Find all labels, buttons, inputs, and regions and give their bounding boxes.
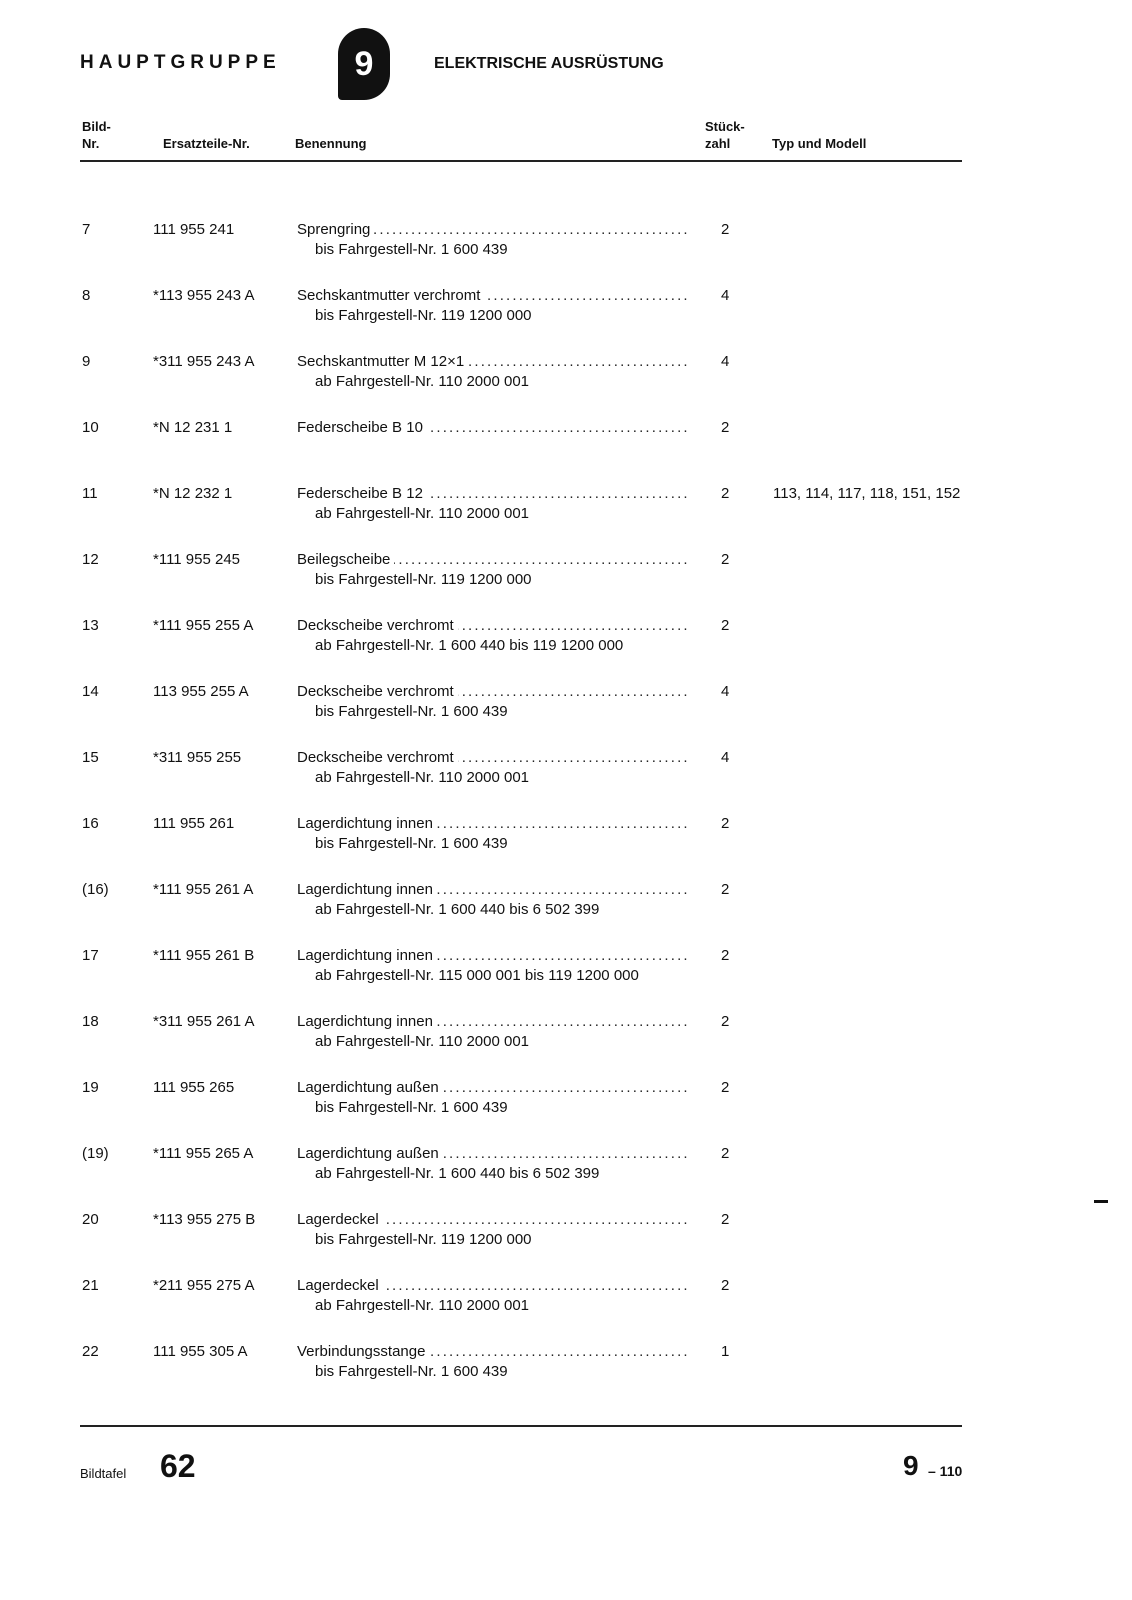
row-bild-nr: 15	[82, 749, 99, 766]
column-header-part-no: Ersatzteile-Nr.	[163, 136, 250, 151]
row-name	[297, 749, 695, 766]
row-condition: ab Fahrgestell-Nr. 1 600 440 bis 6 502 399	[315, 901, 600, 918]
row-name	[297, 617, 695, 634]
row-name-text: Lagerdeckel	[297, 1277, 383, 1294]
row-qty: 2	[721, 815, 730, 832]
row-bild-nr: 16	[82, 815, 99, 832]
row-condition: bis Fahrgestell-Nr. 119 1200 000	[315, 1231, 532, 1248]
row-part-no: *111 955 261 B	[153, 947, 255, 964]
section-title: ELEKTRISCHE AUSRÜSTUNG	[434, 55, 664, 72]
row-bild-nr: (19)	[82, 1145, 109, 1162]
row-name	[297, 1211, 695, 1228]
row-part-no: *113 955 275 B	[153, 1211, 256, 1228]
row-condition: ab Fahrgestell-Nr. 110 2000 001	[315, 373, 530, 390]
row-condition: ab Fahrgestell-Nr. 110 2000 001	[315, 769, 530, 786]
row-qty: 2	[721, 617, 730, 634]
row-part-no: *111 955 245	[153, 551, 241, 568]
row-qty: 2	[721, 485, 730, 502]
row-qty: 2	[721, 551, 730, 568]
row-qty: 2	[721, 881, 730, 898]
row-name-text: Lagerdichtung innen	[297, 947, 437, 964]
row-bild-nr: 12	[82, 551, 99, 568]
row-name	[297, 419, 695, 436]
row-bild-nr: 11	[82, 485, 98, 502]
row-name	[297, 551, 695, 568]
row-qty: 2	[721, 947, 730, 964]
column-header-name: Benennung	[295, 136, 367, 151]
row-condition: ab Fahrgestell-Nr. 110 2000 001	[315, 1033, 530, 1050]
row-name-text: Lagerdichtung innen	[297, 881, 437, 898]
row-bild-nr: 22	[82, 1343, 99, 1360]
row-part-no: *N 12 231 1	[153, 419, 233, 436]
row-bild-nr: 21	[82, 1277, 99, 1294]
row-bild-nr: 18	[82, 1013, 99, 1030]
row-name-text: Sechskantmutter M 12×1	[297, 353, 468, 370]
header-rule	[80, 160, 962, 162]
row-bild-nr: 13	[82, 617, 99, 634]
row-part-no: *311 955 261 A	[153, 1013, 255, 1030]
row-part-no: 113 955 255 A	[153, 683, 249, 700]
bildtafel-label: Bildtafel	[80, 1466, 127, 1481]
row-name	[297, 1145, 695, 1162]
row-qty: 4	[721, 749, 730, 766]
row-part-no: *211 955 275 A	[153, 1277, 255, 1294]
row-name	[297, 881, 695, 898]
row-part-no: *311 955 255	[153, 749, 242, 766]
row-name	[297, 1343, 695, 1360]
row-name	[297, 485, 695, 502]
footer-rule	[80, 1425, 962, 1427]
row-qty: 2	[721, 1211, 730, 1228]
row-part-no: 111 955 265	[153, 1079, 235, 1096]
row-part-no: *113 955 243 A	[153, 287, 255, 304]
row-condition: ab Fahrgestell-Nr. 110 2000 001	[315, 1297, 530, 1314]
row-condition: bis Fahrgestell-Nr. 1 600 439	[315, 1363, 508, 1380]
row-part-no: *111 955 265 A	[153, 1145, 254, 1162]
row-qty: 2	[721, 1013, 730, 1030]
row-name-text: Federscheibe B 10	[297, 419, 427, 436]
row-bild-nr: 10	[82, 419, 99, 436]
row-bild-nr: 17	[82, 947, 99, 964]
column-header-type: Typ und Modell	[772, 136, 867, 151]
row-name	[297, 683, 695, 700]
row-qty: 2	[721, 1145, 730, 1162]
row-part-no: *111 955 255 A	[153, 617, 254, 634]
row-name-text: Deckscheibe verchromt	[297, 749, 458, 766]
row-condition: ab Fahrgestell-Nr. 1 600 440 bis 119 1200 000	[315, 637, 624, 654]
row-name	[297, 353, 695, 370]
page-number-major: 9	[903, 1450, 919, 1481]
row-name	[297, 815, 695, 832]
row-name-text: Deckscheibe verchromt	[297, 683, 458, 700]
row-part-no: *311 955 243 A	[153, 353, 255, 370]
edge-mark	[1094, 1200, 1108, 1203]
row-name-text: Lagerdichtung innen	[297, 1013, 437, 1030]
row-name	[297, 1277, 695, 1294]
row-bild-nr: 14	[82, 683, 99, 700]
row-bild-nr: 8	[82, 287, 91, 304]
row-name	[297, 287, 695, 304]
row-part-no: *N 12 232 1	[153, 485, 233, 502]
column-header-bild-nr: Bild- Nr.	[82, 119, 111, 151]
row-name-text: Lagerdichtung innen	[297, 815, 437, 832]
row-qty: 2	[721, 1079, 730, 1096]
row-condition: bis Fahrgestell-Nr. 119 1200 000	[315, 571, 532, 588]
row-name-text: Lagerdichtung außen	[297, 1145, 443, 1162]
group-title: HAUPTGRUPPE	[80, 52, 281, 73]
row-name-text: Federscheibe B 12	[297, 485, 427, 502]
row-condition: ab Fahrgestell-Nr. 1 600 440 bis 6 502 399	[315, 1165, 600, 1182]
row-name-text: Sechskantmutter verchromt	[297, 287, 484, 304]
row-name-text: Deckscheibe verchromt	[297, 617, 458, 634]
row-bild-nr: 9	[82, 353, 91, 370]
row-part-no: 111 955 305 A	[153, 1343, 248, 1360]
row-qty: 2	[721, 419, 730, 436]
column-header-qty: Stück- zahl	[705, 119, 745, 151]
row-bild-nr: 7	[82, 221, 91, 238]
row-part-no: 111 955 241	[153, 221, 235, 238]
row-type-model: 113, 114, 117, 118, 151, 152	[773, 485, 961, 502]
row-condition: ab Fahrgestell-Nr. 110 2000 001	[315, 505, 530, 522]
page-number-minor: – 110	[928, 1463, 963, 1479]
row-condition: bis Fahrgestell-Nr. 1 600 439	[315, 835, 508, 852]
row-name-text: Verbindungsstange	[297, 1343, 429, 1360]
row-name-text: Lagerdichtung außen	[297, 1079, 443, 1096]
row-qty: 1	[721, 1343, 730, 1360]
row-part-no: *111 955 261 A	[153, 881, 254, 898]
row-qty: 4	[721, 683, 730, 700]
row-name	[297, 1079, 695, 1096]
row-part-no: 111 955 261	[153, 815, 235, 832]
row-qty: 4	[721, 287, 730, 304]
group-number-badge: 9	[338, 28, 390, 100]
row-name	[297, 947, 695, 964]
row-condition: bis Fahrgestell-Nr. 1 600 439	[315, 703, 508, 720]
row-bild-nr: (16)	[82, 881, 109, 898]
row-name	[297, 1013, 695, 1030]
row-bild-nr: 19	[82, 1079, 99, 1096]
row-name-text: Beilegscheibe	[297, 551, 394, 568]
row-condition: bis Fahrgestell-Nr. 1 600 439	[315, 1099, 508, 1116]
row-condition: bis Fahrgestell-Nr. 1 600 439	[315, 241, 508, 258]
row-condition: ab Fahrgestell-Nr. 115 000 001 bis 119 1200 000	[315, 967, 639, 984]
row-condition: bis Fahrgestell-Nr. 119 1200 000	[315, 307, 532, 324]
row-name-text: Lagerdeckel	[297, 1211, 383, 1228]
row-qty: 2	[721, 221, 730, 238]
row-name-text: Sprengring	[297, 221, 374, 238]
row-qty: 2	[721, 1277, 730, 1294]
bildtafel-number: 62	[160, 1448, 196, 1484]
row-bild-nr: 20	[82, 1211, 99, 1228]
row-qty: 4	[721, 353, 730, 370]
row-name	[297, 221, 695, 238]
